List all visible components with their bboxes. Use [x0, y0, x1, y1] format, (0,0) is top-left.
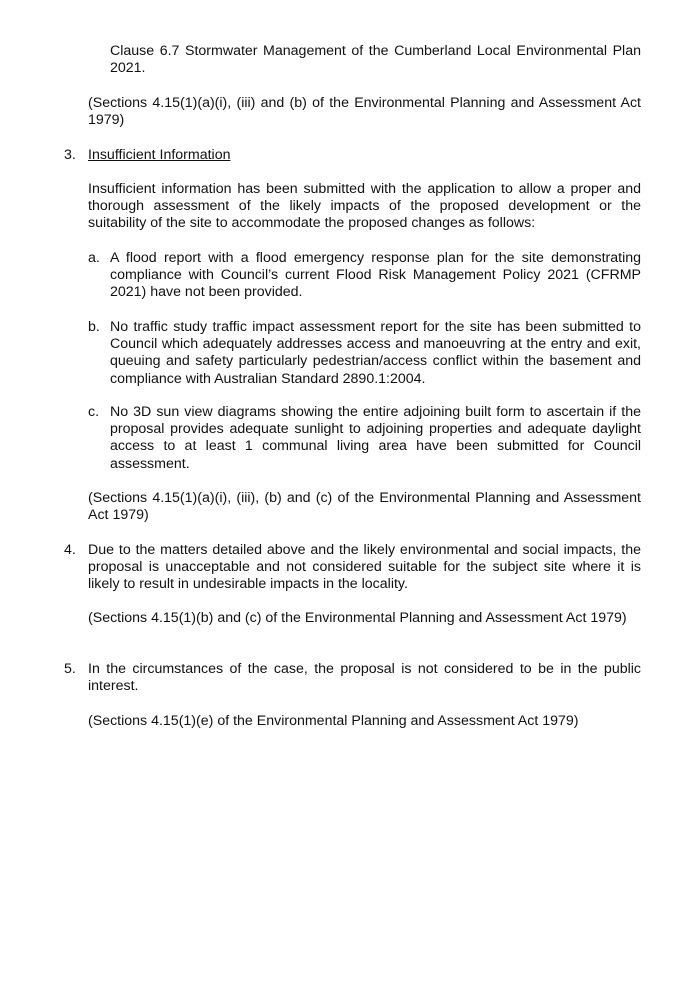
sub-item-label: c.	[88, 404, 100, 420]
clause-continuation-text: Clause 6.7 Stormwater Management of the Cumberland Local Environmental Plan 2021.	[110, 43, 641, 77]
sub-item-label: a.	[88, 250, 100, 266]
item-heading: Insufficient Information	[88, 147, 231, 163]
section-reference: (Sections 4.15(1)(e) of the Environmental Planning and Assessment Act 1979)	[88, 713, 579, 729]
item-number: 5.	[64, 661, 76, 677]
sub-item-label: b.	[88, 319, 100, 335]
section-reference: (Sections 4.15(1)(a)(i), (iii), (b) and (c) of the Environmental Planning and Assessment Act 1979)	[88, 490, 641, 524]
item-paragraph: In the circumstances of the case, the proposal is not considered to be in the public interest.	[88, 661, 641, 695]
item-intro-paragraph: Insufficient information has been submitted with the application to allow a proper and thorough assessment of the likely impacts of the proposed development or the suitability of the site to accommodate the proposed changes as follows:	[88, 181, 641, 232]
section-reference: (Sections 4.15(1)(a)(i), (iii) and (b) of the Environmental Planning and Assessment Act 1979)	[88, 95, 641, 129]
item-number: 3.	[64, 147, 76, 163]
item-paragraph: Due to the matters detailed above and the likely environmental and social impacts, the proposal is unacceptable and not considered suitable for the subject site where it is likely to result in undesirable impacts in the locality.	[88, 542, 641, 593]
section-reference: (Sections 4.15(1)(b) and (c) of the Environmental Planning and Assessment Act 1979)	[88, 610, 627, 626]
sub-item-text: No 3D sun view diagrams showing the entire adjoining built form to ascertain if the proposal provides adequate sunlight to adjoining properties and adequate daylight access to at least 1 communal living area have been submitted for Council assessment.	[110, 404, 641, 472]
sub-item-text: No traffic study traffic impact assessment report for the site has been submitted to Council which adequately addresses access and manoeuvring at the entry and exit, queuing and safety particularly pedestrian/access conflict within the basement and compliance with Australian Standard 2890.1:2004.	[110, 319, 641, 387]
sub-item-text: A flood report with a flood emergency response plan for the site demonstrating compliance with Council’s current Flood Risk Management Policy 2021 (CFRMP 2021) have not been provided.	[110, 250, 641, 301]
item-number: 4.	[64, 542, 76, 558]
